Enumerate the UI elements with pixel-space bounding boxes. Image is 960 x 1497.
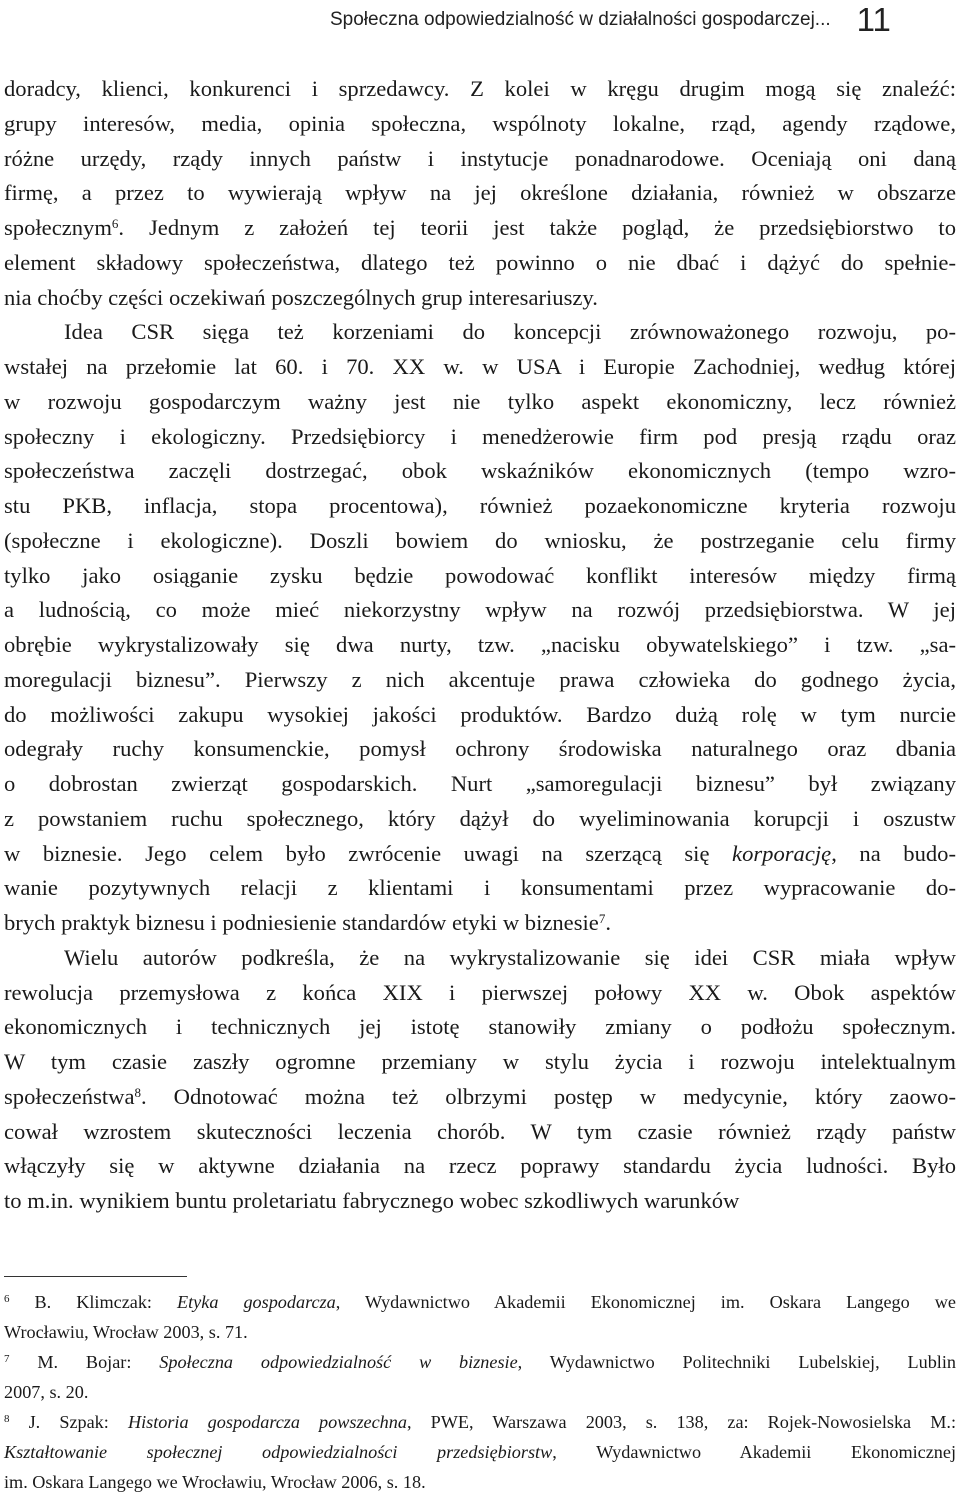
footnote-7-publisher: , Wydawnictwo Politechniki Lubelskiej, Lublin [517,1352,956,1372]
footnote-8-author: J. Szpak: [9,1412,128,1432]
text-line: W tym czasie zaszły ogromne przemiany w stylu życia i rozwoju intelektualnym [4,1049,956,1074]
text-line [4,906,956,941]
text-segment: w biznesie. Jego celem było zwrócenie uwagi na szerzącą się [4,840,733,866]
text-line: grupy interesów, media, opinia społeczna, wspólnoty lokalne, rząd, agendy rządowe, [4,110,956,136]
text-segment: społecznym [4,215,112,240]
footnote-6-line-2: Wrocławiu, Wrocław 2003, s. 71. [4,1322,248,1342]
text-line: Wielu autorów podkreśla, że na wykrystalizowanie się idei CSR miała wpływ [64,944,956,970]
footnote-7-author: M. Bojar: [9,1352,160,1372]
footnote-8-line-3: im. Oskara Langego we Wrocławiu, Wrocław 2006, s. 18. [4,1472,426,1492]
footnote-reference: 6 [111,216,119,231]
text-line: element składowy społeczeństwa, dlatego też powinno o nie dbać i dążyć do spełnie- [4,249,956,275]
footnotes [4,1287,956,1497]
text-line [4,837,956,872]
text-line: Idea CSR sięga też korzeniami do koncepcji zrównoważonego rozwoju, po- [64,319,956,345]
footnote-6-marker: 6 [4,1293,10,1305]
text-line: odegrały ruchy konsumenckie, pomysł ochrony środowiska naturalnego oraz dbania [4,736,956,762]
text-segment: brych praktyk biznesu i podniesienie standardów etyki w biznesie [4,910,599,935]
text-line [4,1080,956,1115]
text-line: do możliwości zakupu wysokiej jakości produktów. Bardzo dużą rolę w tym nurcie [4,701,956,727]
text-line: obrębie wykrystalizowały się dwa nurty, tzw. „nacisku obywatelskiego” i tzw. „sa- [4,632,956,657]
text-segment: , na budo- [831,840,956,866]
footnote-6-title: Etyka gospodarcza [177,1292,336,1312]
text-line: (społeczne i ekologiczne). Doszli bowiem do wniosku, że postrzeganie celu firmy [4,527,956,553]
footnote-8-publisher: , PWE, Warszawa 2003, s. 138, za: Rojek-Nowosielska M.: [406,1412,956,1432]
paragraph-1 [4,72,956,315]
text-line: rewolucja przemysłowa z końca XIX i pierwszej połowy XX w. Obok aspektów [4,979,956,1005]
footnote-8-line [4,1407,956,1437]
text-line [4,211,956,246]
text-line: ekonomicznych i technicznych jej istotę stanowiły zmiany o podłożu społecznym. [4,1014,956,1040]
text-line: wstałej na przełomie lat 60. i 70. XX w. w USA i Europie Zachodniej, według której [4,354,956,379]
text-line: z powstaniem ruchu społecznego, który dążył do wyeliminowania korupcji i oszustw [4,805,956,831]
footnote-7-title: Społeczna odpowiedzialność w biznesie [159,1352,518,1372]
text-line: moregulacji biznesu”. Pierwszy z nich akcentuje prawa człowieka do godnego życia, [4,666,956,692]
text-line: stu PKB, inflacja, stopa procentowa), również pozaekonomiczne kryteria rozwoju [4,493,956,518]
footnote-reference: 8 [134,1084,141,1100]
footnote-7-line [4,1347,956,1377]
footnote-reference: 7 [598,911,606,926]
text-line: społeczeństwa zaczęli dostrzegać, obok wskaźników ekonomicznych (tempo wzro- [4,458,956,484]
text-line: nia choćby części oczekiwań poszczególnych grup interesariuszy. [4,284,598,310]
text-line: tylko jako osiąganie zysku będzie powodować konflikt interesów między firmą [4,562,956,588]
text-line: a ludnością, co może mieć niekorzystny wpływ na rozwój przedsiębiorstwa. W jej [4,597,956,623]
footnote-8-line-2 [4,1437,956,1467]
running-title: Społeczna odpowiedzialność w działalności gospodarczej... [330,9,831,30]
text-line: to m.in. wynikiem buntu proletariatu fabrycznego wobec szkodliwych warunków [4,1188,740,1213]
paragraph-2 [4,315,956,941]
footnote-8-publisher-2: , Wydawnictwo Akademii Ekonomicznej [552,1442,957,1462]
paragraph-3 [4,941,956,1219]
text-segment: . Jednym z założeń tej teorii jest także pogląd, że przedsiębiorstwo to [118,215,956,240]
text-segment: społeczeństwa [4,1083,135,1109]
footnote-8-title-2: Kształtowanie społecznej odpowiedzialności przedsiębiorstw [4,1442,553,1462]
text-segment: . Odnotować można też olbrzymi postęp w medycynie, który zaowo- [141,1083,956,1109]
footnote-separator [4,1276,187,1277]
footnote-8-marker: 8 [4,1413,10,1425]
text-line: o dobrostan zwierząt gospodarskich. Nurt „samoregulacji biznesu” był związany [4,771,956,796]
text-line: doradcy, klienci, konkurenci i sprzedawcy. Z kolei w kręgu drugim mogą się znaleźć: [4,76,956,101]
footnote-6-publisher: , Wydawnictwo Akademii Ekonomicznej im. Oskara Langego we [335,1292,956,1312]
footnote-8-title: Historia gospodarcza powszechna [127,1412,407,1432]
running-header [330,0,891,40]
text-line: firmę, a przez to wywierają wpływ na jej określone działania, również w obszarze [4,180,956,206]
text-segment: . [605,910,611,935]
italic-term: korporację [732,840,832,866]
page-number: 11 [856,1,891,38]
footnote-7-line-2: 2007, s. 20. [4,1382,89,1402]
text-line: różne urzędy, rządy innych państw i instytucje ponadnarodowe. Oceniają oni daną [4,145,956,171]
text-line: w rozwoju gospodarczym ważny jest nie tylko aspekt ekonomiczny, lecz również [4,388,956,414]
text-line: cował wzrostem skuteczności leczenia chorób. W tym czasie również rządy państw [4,1118,956,1144]
text-line: społeczny i ekologiczny. Przedsiębiorcy i menedżerowie firm pod presją rządu oraz [4,423,956,449]
footnote-6-author: B. Klimczak: [9,1292,178,1312]
footnote-6-line [4,1287,956,1317]
text-line: wanie pozytywnych relacji z klientami i konsumentami przez wypracowanie do- [4,875,956,901]
main-text [4,72,956,1219]
text-line: włączyły się w aktywne działania na rzecz poprawy standardu życia ludności. Było [4,1153,956,1179]
footnote-7-marker: 7 [4,1353,10,1365]
